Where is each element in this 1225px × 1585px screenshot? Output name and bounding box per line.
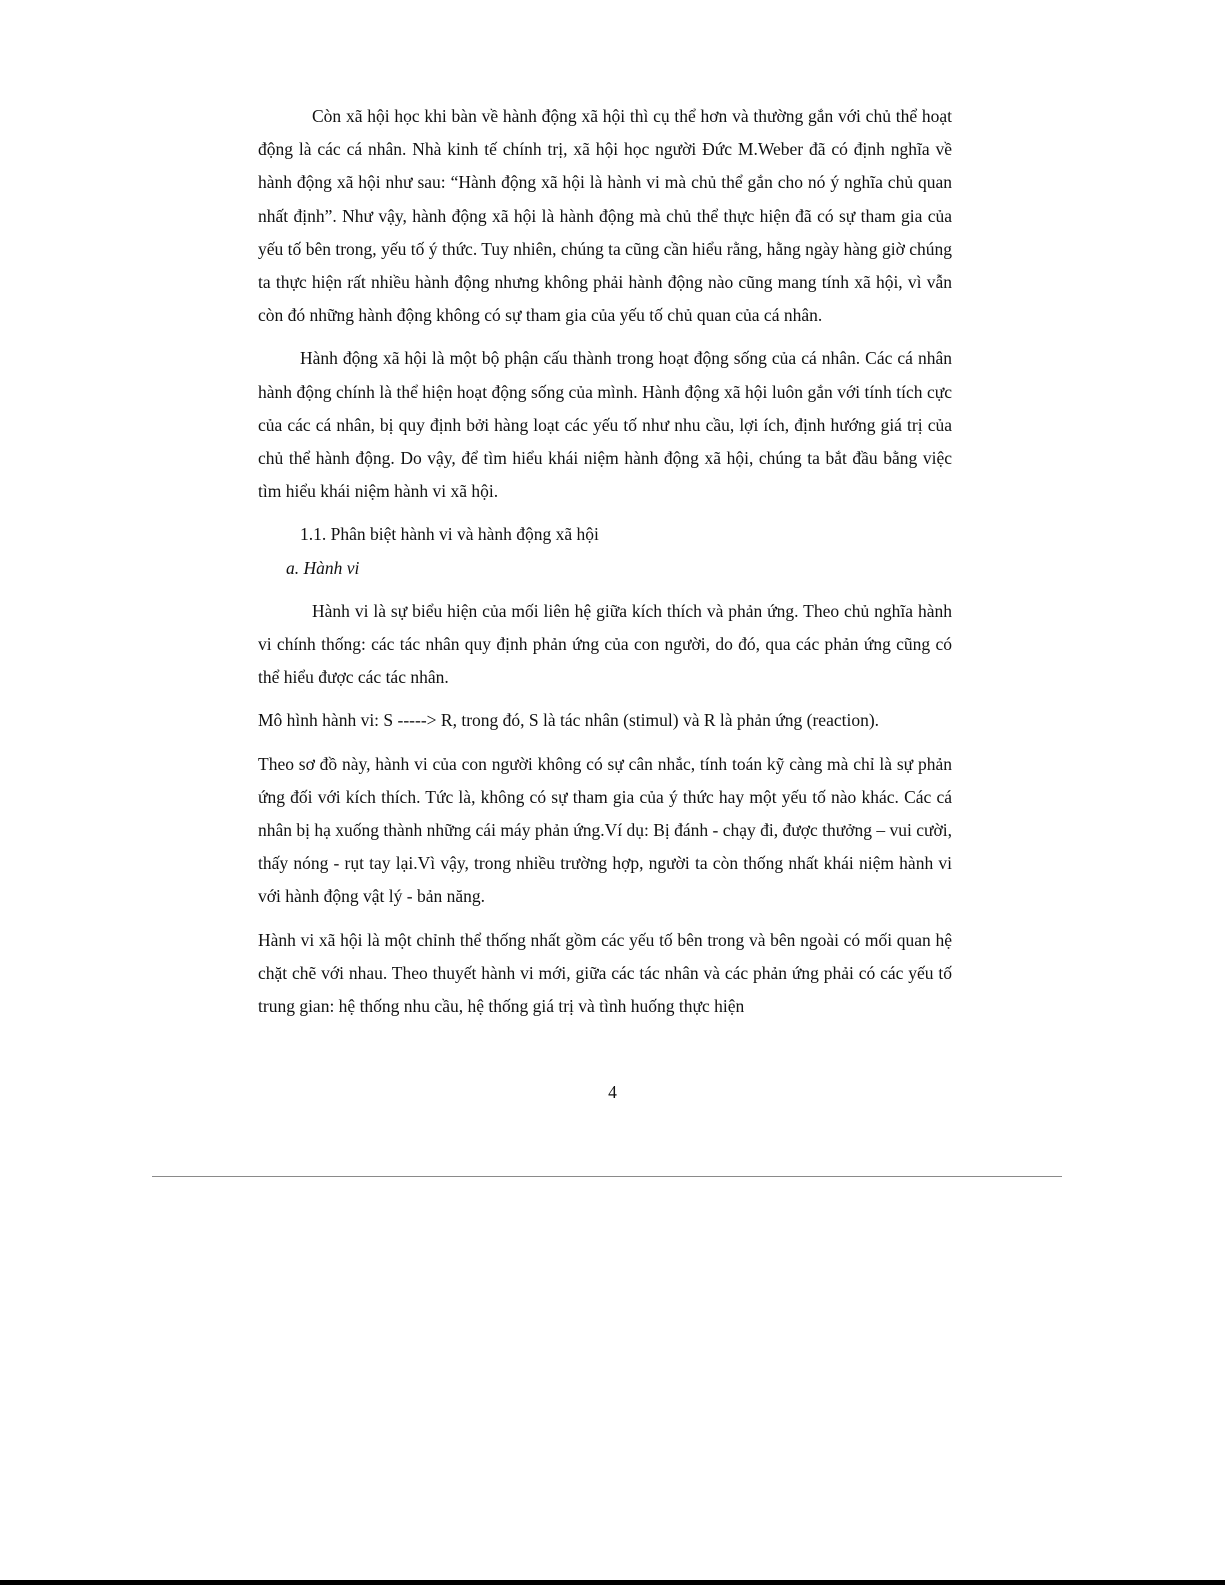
- subsection-heading: a. Hành vi: [286, 557, 360, 578]
- page-divider: [152, 1176, 1062, 1177]
- paragraph-behavior-model: Mô hình hành vi: S -----> R, trong đó, S là tác nhân (stimul) và R là phản ứng (reaction).: [258, 710, 880, 731]
- page-number: 4: [608, 1082, 617, 1102]
- paragraph-behavior-definition: Hành vi là sự biểu hiện của mối liên hệ giữa kích thích và phản ứng. Theo chủ nghĩa hành vi chính thống: các tác nhân quy định phản ứng của con người, do đó, qua các phản ứng cũng có thể hiểu được các tác nhân.: [258, 600, 952, 688]
- paragraph-social-action-definition: Còn xã hội học khi bàn về hành động xã hội thì cụ thể hơn và thường gắn với chủ thể hoạt động là các cá nhân. Nhà kinh tế chính trị, xã hội học người Đức M.Weber đã có định nghĩa về hành động xã hội như sau: “Hành động xã hội là hành vi mà chủ thể gắn cho nó ý nghĩa chủ quan nhất định”. Như vậy, hành động xã hội là hành động mà chủ thể thực hiện đã có sự tham gia của yếu tố bên trong, yếu tố ý thức. Tuy nhiên, chúng ta cũng cần hiểu rằng, hằng ngày hàng giờ chúng ta thực hiện rất nhiều hành động nhưng không phải hành động nào cũng mang tính xã hội, vì vẫn còn đó những hành động không có sự tham gia của yếu tố chủ quan của cá nhân.: [258, 106, 952, 326]
- paragraph-behavior-scheme: Theo sơ đồ này, hành vi của con người không có sự cân nhắc, tính toán kỹ càng mà chỉ là sự phản ứng đối với kích thích. Tức là, không có sự tham gia của ý thức hay một yếu tố nào khác. Các cá nhân bị hạ xuống thành những cái máy phản ứng.Ví dụ: Bị đánh - chạy đi, được thưởng – vui cười, thấy nóng - rụt tay lại.Vì vậy, trong nhiều trường hợp, người ta còn thống nhất khái niệm hành vi với hành động vật lý - bản năng.: [258, 753, 952, 907]
- paragraph-social-behavior: Hành vi xã hội là một chỉnh thể thống nhất gồm các yếu tố bên trong và bên ngoài có mối quan hệ chặt chẽ với nhau. Theo thuyết hành vi mới, giữa các tác nhân và các phản ứng phải có các yếu tố trung gian: hệ thống nhu cầu, hệ thống giá trị và tình huống thực hiện: [258, 929, 952, 1017]
- body-text: [258, 100, 952, 1023]
- paragraph-social-action-component: Hành động xã hội là một bộ phận cấu thành trong hoạt động sống của cá nhân. Các cá nhân hành động chính là thể hiện hoạt động sống của mình. Hành động xã hội luôn gắn với tính tích cực của các cá nhân, bị quy định bởi hàng loạt các yếu tố như nhu cầu, lợi ích, định hướng giá trị của chủ thể hành động. Do vậy, để tìm hiểu khái niệm hành động xã hội, chúng ta bắt đầu bằng việc tìm hiểu khái niệm hành vi xã hội.: [258, 348, 952, 502]
- bottom-edge-bar: [0, 1580, 1225, 1585]
- section-heading: 1.1. Phân biệt hành vi và hành động xã hội: [300, 524, 599, 545]
